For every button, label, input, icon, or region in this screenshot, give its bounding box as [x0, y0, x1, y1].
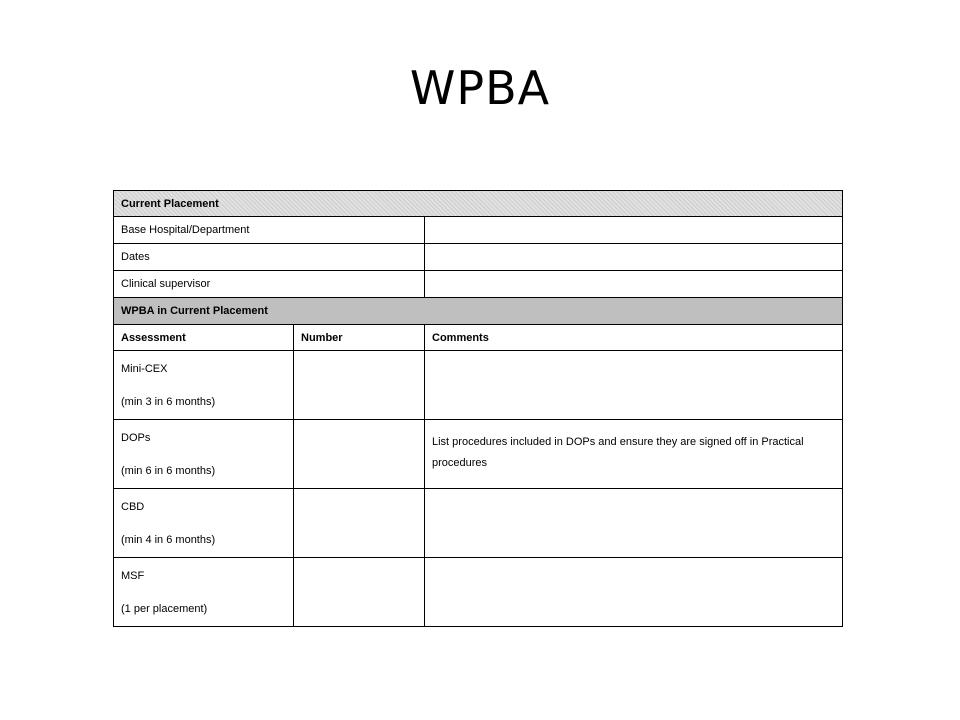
comments-text: List procedures included in DOPs and ensure they are signed off in Practical procedures	[432, 436, 804, 469]
column-header-number: Number	[294, 325, 425, 351]
table-row-msf	[114, 558, 843, 627]
placement-value[interactable]	[425, 244, 843, 271]
placement-row-dates	[114, 244, 843, 271]
assessment-name: DOPs	[121, 431, 151, 444]
placement-row-hospital	[114, 217, 843, 244]
assessment-name: CBD	[121, 500, 145, 513]
column-header-row	[114, 325, 843, 351]
table-row-mini-cex	[114, 351, 843, 420]
assessment-name: Mini-CEX	[121, 362, 168, 375]
assessment-requirement: (min 6 in 6 months)	[121, 464, 216, 477]
placement-value[interactable]	[425, 217, 843, 244]
page-title: WPBA	[409, 61, 551, 115]
column-header-assessment: Assessment	[114, 325, 294, 351]
wpba-header: WPBA in Current Placement	[114, 298, 843, 325]
placement-label: Dates	[114, 244, 425, 271]
table-row-dops	[114, 420, 843, 489]
number-cell[interactable]	[294, 420, 425, 489]
wpba-table	[113, 190, 843, 627]
comments-cell[interactable]	[425, 351, 843, 420]
current-placement-header-row	[114, 191, 843, 217]
placement-label: Clinical supervisor	[114, 271, 425, 298]
current-placement-header: Current Placement	[114, 191, 843, 217]
number-cell[interactable]	[294, 351, 425, 420]
comments-cell[interactable]	[425, 489, 843, 558]
placement-value[interactable]	[425, 271, 843, 298]
assessment-name: MSF	[121, 569, 145, 582]
column-header-comments: Comments	[425, 325, 843, 351]
comments-cell[interactable]	[425, 420, 843, 489]
number-cell[interactable]	[294, 489, 425, 558]
placement-label: Base Hospital/Department	[114, 217, 425, 244]
comments-cell[interactable]	[425, 558, 843, 627]
wpba-header-row	[114, 298, 843, 325]
table-row-cbd	[114, 489, 843, 558]
assessment-cell	[114, 558, 294, 627]
assessment-requirement: (1 per placement)	[121, 602, 208, 615]
assessment-cell	[114, 420, 294, 489]
assessment-requirement: (min 3 in 6 months)	[121, 395, 216, 408]
assessment-cell	[114, 351, 294, 420]
assessment-requirement: (min 4 in 6 months)	[121, 533, 216, 546]
assessment-cell	[114, 489, 294, 558]
placement-row-supervisor	[114, 271, 843, 298]
number-cell[interactable]	[294, 558, 425, 627]
